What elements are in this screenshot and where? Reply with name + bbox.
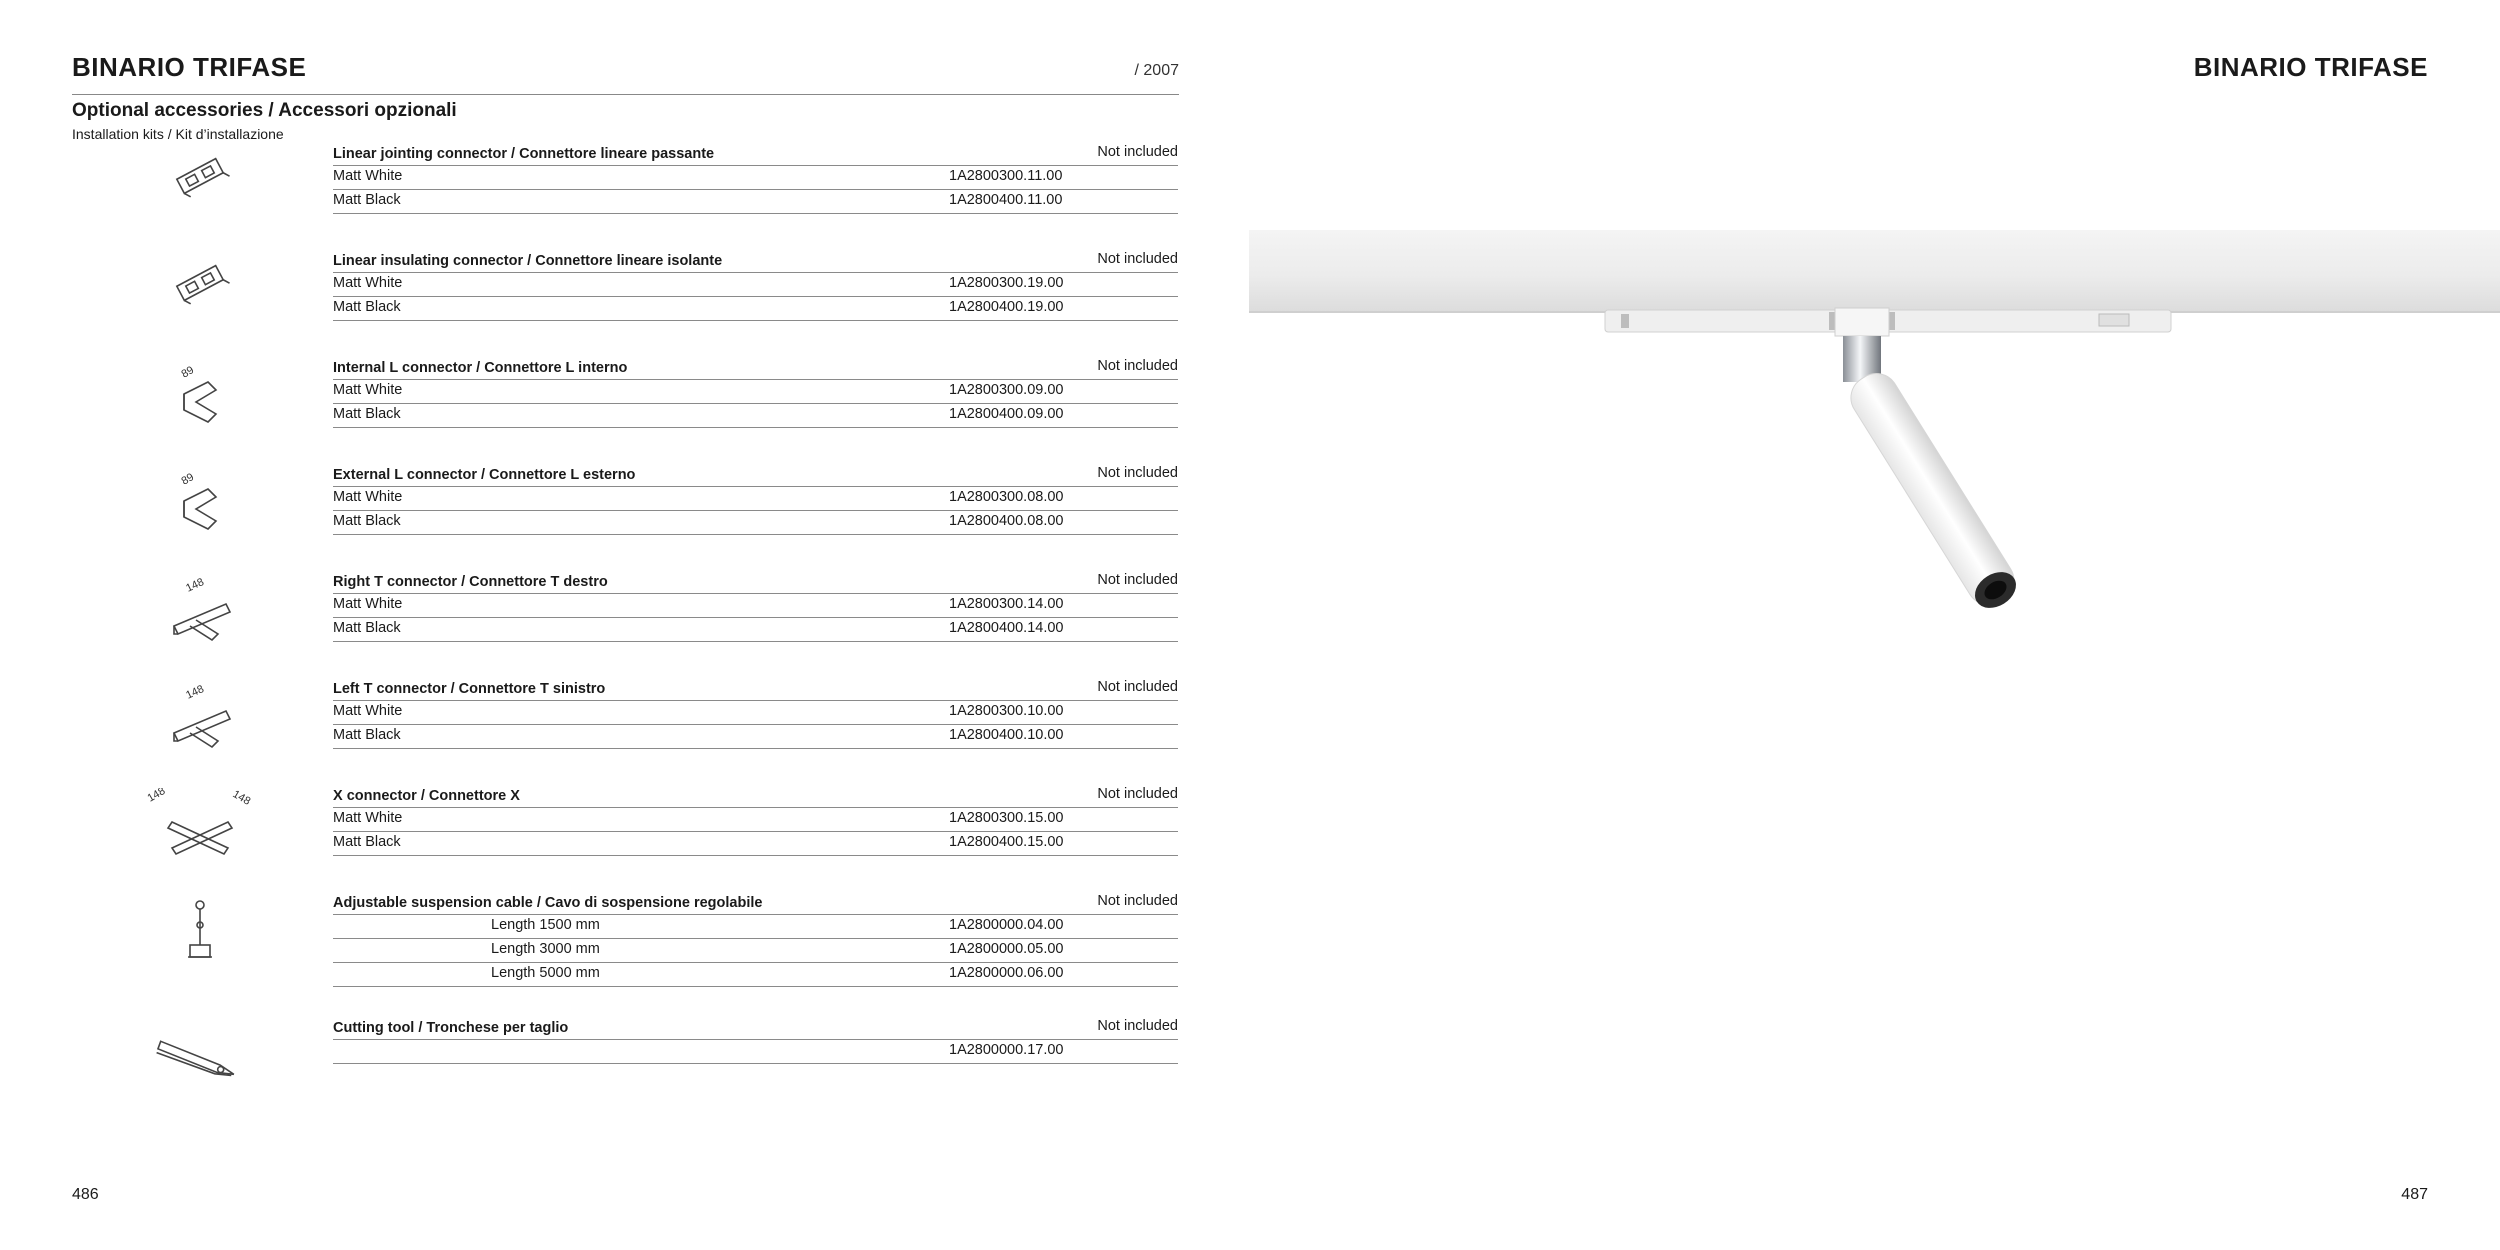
row-divider bbox=[333, 403, 1178, 404]
linear-connector-icon bbox=[140, 146, 260, 226]
variant-label: Matt Black bbox=[333, 513, 401, 529]
variant-code: 1A2800400.15.00 bbox=[949, 834, 1064, 850]
row-divider bbox=[333, 986, 1178, 987]
variant-label: Length 3000 mm bbox=[491, 941, 600, 957]
row-divider bbox=[333, 320, 1178, 321]
variant-code: 1A2800000.04.00 bbox=[949, 917, 1064, 933]
variant-code: 1A2800000.17.00 bbox=[949, 1042, 1064, 1058]
product-name: Internal L connector / Connettore L interno bbox=[333, 360, 628, 376]
variant-code: 1A2800300.09.00 bbox=[949, 382, 1064, 398]
row-divider bbox=[333, 510, 1178, 511]
l-connector-icon bbox=[140, 360, 260, 440]
variant-code: 1A2800300.08.00 bbox=[949, 489, 1064, 505]
product-name: Right T connector / Connettore T destro bbox=[333, 574, 608, 590]
x-connector-icon bbox=[140, 788, 260, 868]
variant-label: Matt Black bbox=[333, 299, 401, 315]
page-title-right: BINARIO TRIFASE bbox=[2193, 52, 2428, 82]
linear-connector-icon bbox=[140, 253, 260, 333]
included-status: Not included bbox=[1097, 144, 1178, 160]
variant-code: 1A2800400.08.00 bbox=[949, 513, 1064, 529]
variant-code: 1A2800400.11.00 bbox=[949, 192, 1063, 208]
included-status: Not included bbox=[1097, 786, 1178, 802]
variant-code: 1A2800400.19.00 bbox=[949, 299, 1064, 315]
t-connector-icon bbox=[140, 574, 260, 654]
variant-label: Matt Black bbox=[333, 620, 401, 636]
variant-label: Matt White bbox=[333, 275, 403, 291]
row-divider bbox=[333, 962, 1178, 963]
product-name: Adjustable suspension cable / Cavo di sospensione regolabile bbox=[333, 895, 763, 911]
variant-code: 1A2800300.11.00 bbox=[949, 168, 1063, 184]
variant-code: 1A2800400.09.00 bbox=[949, 406, 1064, 422]
section-subtitle: Installation kits / Kit d’installazione bbox=[72, 126, 284, 142]
product-name: Linear jointing connector / Connettore lineare passante bbox=[333, 146, 715, 162]
product-name: X connector / Connettore X bbox=[333, 788, 520, 804]
row-divider bbox=[333, 855, 1178, 856]
dimension-label: 148 bbox=[230, 788, 253, 808]
row-divider bbox=[333, 938, 1178, 939]
section-title: Optional accessories / Accessori opzionali bbox=[72, 100, 457, 121]
row-divider bbox=[333, 831, 1178, 832]
product-name: Linear insulating connector / Connettore lineare isolante bbox=[333, 253, 723, 269]
row-divider bbox=[333, 272, 1178, 273]
page-title-left: BINARIO TRIFASE bbox=[72, 52, 307, 82]
row-divider bbox=[333, 296, 1178, 297]
dimension-label: 148 bbox=[145, 788, 168, 805]
row-divider bbox=[333, 724, 1178, 725]
page-number-left: 486 bbox=[72, 1186, 99, 1203]
year-label: / 2007 bbox=[1134, 62, 1179, 79]
row-divider bbox=[333, 213, 1178, 214]
variant-code: 1A2800000.05.00 bbox=[949, 941, 1064, 957]
dimension-label: 148 bbox=[184, 683, 206, 702]
row-divider bbox=[333, 534, 1178, 535]
row-divider bbox=[333, 914, 1178, 915]
product-name: Left T connector / Connettore T sinistro bbox=[333, 681, 606, 697]
variant-code: 1A2800000.06.00 bbox=[949, 965, 1064, 981]
variant-code: 1A2800300.10.00 bbox=[949, 703, 1064, 719]
suspension-cable-icon bbox=[140, 895, 260, 975]
variant-code: 1A2800400.14.00 bbox=[949, 620, 1064, 636]
row-divider bbox=[333, 641, 1178, 642]
variant-label: Matt White bbox=[333, 382, 403, 398]
row-divider bbox=[333, 427, 1178, 428]
dimension-label: 89 bbox=[179, 364, 197, 381]
variant-label: Matt White bbox=[333, 703, 403, 719]
variant-label: Length 5000 mm bbox=[491, 965, 600, 981]
row-divider bbox=[333, 748, 1178, 749]
variant-label: Matt Black bbox=[333, 406, 401, 422]
product-list bbox=[0, 0, 1200, 1250]
row-divider bbox=[333, 1039, 1178, 1040]
included-status: Not included bbox=[1097, 465, 1178, 481]
dimension-label: 148 bbox=[184, 576, 206, 595]
included-status: Not included bbox=[1097, 572, 1178, 588]
row-divider bbox=[333, 593, 1178, 594]
page-number-right: 487 bbox=[2401, 1186, 2428, 1203]
variant-label: Matt White bbox=[333, 596, 403, 612]
variant-label: Length 1500 mm bbox=[491, 917, 600, 933]
variant-label: Matt Black bbox=[333, 834, 401, 850]
row-divider bbox=[333, 486, 1178, 487]
product-name: Cutting tool / Tronchese per taglio bbox=[333, 1020, 569, 1036]
variant-label: Matt White bbox=[333, 168, 403, 184]
dimension-label: 89 bbox=[179, 471, 197, 488]
variant-label: Matt Black bbox=[333, 727, 401, 743]
track-light-photo bbox=[1249, 230, 2500, 650]
variant-label: Matt White bbox=[333, 489, 403, 505]
product-name: External L connector / Connettore L esterno bbox=[333, 467, 636, 483]
variant-label: Matt Black bbox=[333, 192, 401, 208]
row-divider bbox=[333, 165, 1178, 166]
row-divider bbox=[333, 1063, 1178, 1064]
row-divider bbox=[333, 807, 1178, 808]
l-connector-icon bbox=[140, 467, 260, 547]
included-status: Not included bbox=[1097, 251, 1178, 267]
variant-code: 1A2800300.15.00 bbox=[949, 810, 1064, 826]
variant-code: 1A2800300.14.00 bbox=[949, 596, 1064, 612]
variant-label: Matt White bbox=[333, 810, 403, 826]
included-status: Not included bbox=[1097, 358, 1178, 374]
row-divider bbox=[333, 617, 1178, 618]
cutting-tool-icon bbox=[140, 1020, 260, 1100]
row-divider bbox=[333, 189, 1178, 190]
row-divider bbox=[333, 700, 1178, 701]
t-connector-icon bbox=[140, 681, 260, 761]
included-status: Not included bbox=[1097, 1018, 1178, 1034]
row-divider bbox=[333, 379, 1178, 380]
variant-code: 1A2800400.10.00 bbox=[949, 727, 1064, 743]
included-status: Not included bbox=[1097, 893, 1178, 909]
included-status: Not included bbox=[1097, 679, 1178, 695]
variant-code: 1A2800300.19.00 bbox=[949, 275, 1064, 291]
